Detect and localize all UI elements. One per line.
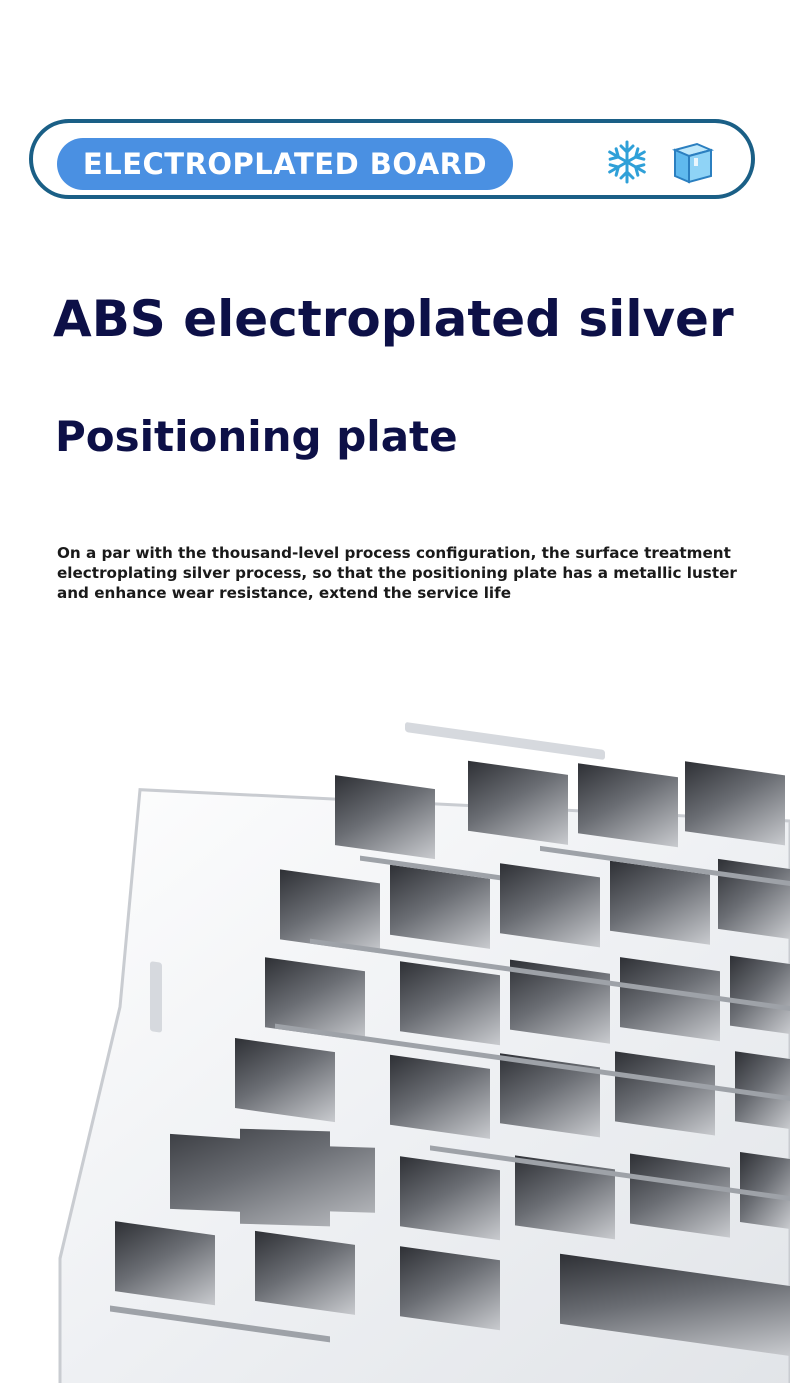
switch-hole: [400, 961, 500, 1045]
switch-hole: [610, 861, 710, 945]
switch-hole: [630, 1154, 730, 1238]
switch-hole: [115, 1221, 215, 1305]
switch-hole: [620, 957, 720, 1041]
plate-tab: [405, 722, 605, 760]
description: [57, 543, 757, 603]
switch-hole: [468, 761, 568, 845]
switch-hole: [500, 863, 600, 947]
switch-hole: [280, 869, 380, 953]
description-line: On a par with the thousand-level process configuration, the surface treatment: [57, 544, 731, 562]
page-subtitle: Positioning plate: [55, 412, 458, 461]
positioning-plate-photo: [0, 690, 790, 1383]
switch-hole: [578, 763, 678, 847]
description-line: and enhance wear resistance, extend the service life: [57, 584, 512, 602]
switch-hole: [685, 761, 785, 845]
plate-tab: [150, 961, 162, 1033]
switch-hole: [335, 775, 435, 859]
switch-hole: [718, 859, 790, 939]
switch-hole: [390, 1055, 490, 1139]
switch-hole: [400, 1246, 500, 1330]
switch-hole: [255, 1231, 355, 1315]
badge-frame: [29, 119, 755, 199]
switch-hole: [235, 1038, 335, 1122]
switch-hole: [390, 865, 490, 949]
badge-label: ELECTROPLATED BOARD: [57, 138, 513, 190]
snowflake-icon: [603, 138, 651, 186]
description-line: electroplating silver process, so that the positioning plate has a metallic luster: [57, 564, 737, 582]
page-title: ABS electroplated silver: [53, 290, 734, 348]
ice-cube-icon: [669, 138, 717, 186]
switch-hole: [730, 956, 790, 1034]
switch-hole: [615, 1051, 715, 1135]
switch-hole: [400, 1156, 500, 1240]
